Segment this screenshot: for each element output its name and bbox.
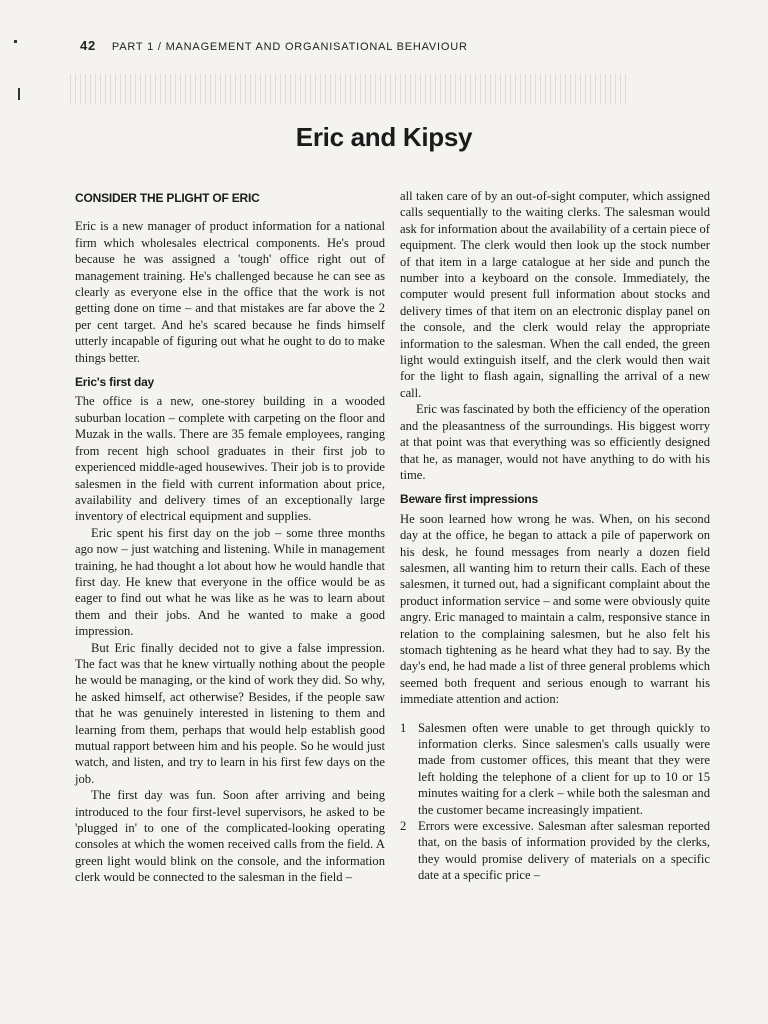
list-text: Salesmen often were unable to get through quickly to information clerks. Since salesmen's calls usually were made from customer offices, this meant that they were left holding the telephone of a client for up to 10 or 15 minutes waiting for a clerk – while both the salesman and the customer became increasingly impatient. bbox=[418, 720, 710, 817]
problem-list bbox=[400, 720, 710, 884]
margin-mark bbox=[14, 40, 17, 43]
paragraph: Eric was fascinated by both the efficiency of the operation and the pleasantness of the surroundings. His biggest worry at that point was that everything was so efficiently designed that he, as manager, would not have anything to do with his time. bbox=[400, 402, 710, 482]
subheading: Eric's first day bbox=[75, 375, 155, 390]
running-header bbox=[80, 38, 468, 53]
list-number: 2 bbox=[400, 819, 407, 834]
section-heading: CONSIDER THE PLIGHT OF ERIC bbox=[75, 191, 260, 205]
list-item bbox=[400, 720, 710, 818]
paragraph: The office is a new, one-storey building in a wooded suburban location – complete with carpeting on the floor and Muzak in the walls. There are 35 female employees, ranging from recent high school graduates in their first job to experienced middle-aged housewives. Their job is to provide salesmen in the field with current information about price, availability and delivery times of an exceptionally large inventory of electrical equipment and supplies. bbox=[75, 394, 385, 524]
subheading: Beware first impressions bbox=[400, 492, 538, 507]
scan-artifact bbox=[70, 74, 630, 104]
paragraph: He soon learned how wrong he was. When, on his second day at the office, he began to attack a pile of paperwork on his desk, he found messages from nearly a dozen field salesmen, all wanting him to return their calls. Each of these salesmen, it turned out, had a significant complaint about the product information service – and some were obviously quite angry. Eric managed to maintain a calm, responsive stance in relation to the complaining salesmen, but he also felt his stomach tightening as he heard what they had to say. By the day's end, he had made a list of three general problems which seemed both frequent and serious enough to warrant his immediate attention and action: bbox=[400, 511, 711, 707]
left-column bbox=[75, 188, 385, 886]
list-text: Errors were excessive. Salesman after salesman reported that, on the basis of information provided by the clerks, they would promise delivery of materials on a specific date at a specific price – bbox=[418, 819, 710, 883]
right-column bbox=[400, 188, 710, 884]
paragraph: Eric is a new manager of product information for a national firm which wholesales electrical components. He's proud because he was assigned a 'tough' office right out of management training. He's challenged because he can see as clearly as everyone else in the office that the work is not getting done on time – and that mistakes are far above the 2 per cent target. And he's scared because he finds himself utterly incapable of figuring out what he ought to do to make things better. bbox=[75, 219, 385, 365]
page-number: 42 bbox=[80, 38, 97, 53]
paragraph: Eric spent his first day on the job – some three months ago now – just watching and listening. While in management training, he had thought a lot about how he would handle that first day. He knew that everyone in the office would be as eager to find out what he was like as he was to learn about them and their jobs. And he wanted to make a good impression. bbox=[75, 525, 385, 639]
running-head: PART 1 / MANAGEMENT AND ORGANISATIONAL BEHAVIOUR bbox=[111, 41, 468, 53]
paragraph: But Eric finally decided not to give a false impression. The fact was that he knew virtually nothing about the people he would be managing, or the kind of work they did. So why, he asked himself, act otherwise? Besides, if the people saw that he was genuinely interested in listening to them and learning from them, perhaps that would help establish good mutual rapport between him and his people. So he would just watch, and listen, and try to learn in his first few days on the job. bbox=[75, 640, 385, 786]
list-item bbox=[400, 818, 710, 884]
margin-mark bbox=[18, 88, 20, 100]
article-title: Eric and Kipsy bbox=[295, 122, 473, 152]
paragraph: The first day was fun. Soon after arriving and being introduced to the four first-level supervisors, he asked to be 'plugged in' to one of the complicated-looking operating consoles at which the women received calls from the field. A green light would blink on the console, and the information clerk would be connected to the salesman in the field – bbox=[75, 788, 385, 885]
list-number: 1 bbox=[400, 720, 407, 735]
paragraph: all taken care of by an out-of-sight computer, which assigned calls sequentially to the waiting clerks. The salesman would ask for information about the availability of a certain piece of equipment. The clerk would then look up the stock number of that item in a large catalogue at her side and punch the number into a keyboard on the console. Immediately, the computer would present full information about stocks and delivery times of that item on an electronic display panel on the console, and the clerk would relay the appropriate information to the salesman. When the call ended, the green light would extinguish itself, and the clerk would then wait for the light to flash again, signalling the arrival of a new call. bbox=[400, 189, 710, 400]
